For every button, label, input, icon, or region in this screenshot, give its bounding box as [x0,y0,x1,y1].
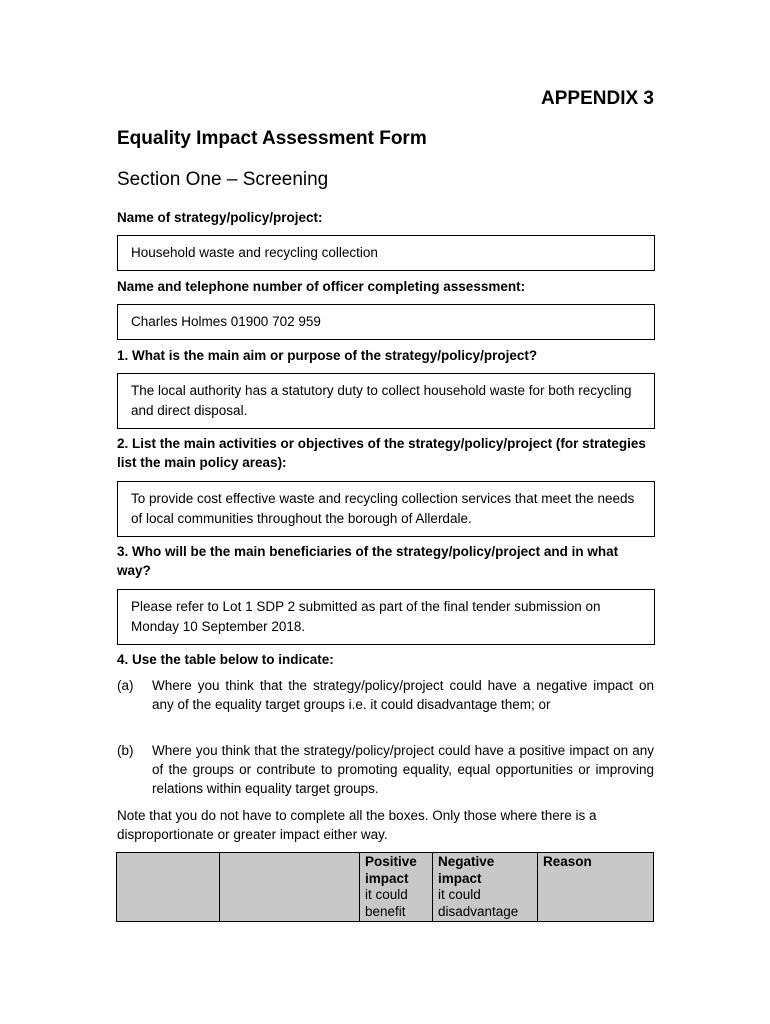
question-3-label: 3. Who will be the main beneficiaries of the strategy/policy/project and in what way? [117,544,619,578]
positive-impact-subtitle: it could benefit [365,887,408,919]
section-heading: Section One – Screening [117,169,329,190]
negative-impact-title: Negative impact [438,854,495,886]
list-item-b [117,741,654,798]
question-2-answer[interactable]: To provide cost effective waste and recycling collection services that meet the needs of local communities throughout the borough of Allerdale. [117,481,655,537]
negative-impact-subtitle: it could disadvantage [438,887,519,919]
question-3-answer[interactable]: Please refer to Lot 1 SDP 2 submitted as part of the final tender submission on Monday 10 September 2018. [117,589,655,645]
officer-label: Name and telephone number of officer completing assessment: [117,279,526,294]
table-cell-col2[interactable] [220,853,360,922]
question-1-answer[interactable]: The local authority has a statutory duty to collect household waste for both recycling and direct disposal. [117,373,655,429]
appendix-label: APPENDIX 3 [541,88,654,109]
table-cell-col1[interactable] [117,853,220,922]
name-label: Name of strategy/policy/project: [117,210,323,225]
question-2-label: 2. List the main activities or objectives of the strategy/policy/project (for strategies list the main policy areas): [117,436,646,470]
list-marker-a: (a) [117,678,134,693]
reason-header [538,853,654,922]
positive-impact-header [360,853,433,922]
officer-field[interactable]: Charles Holmes 01900 702 959 [117,304,655,340]
list-text-b: Where you think that the strategy/policy/project could have a positive impact on any of the groups or contribute to promoting equality, equal opportunities or improving relations within equality target groups. [152,743,654,796]
positive-impact-title: Positive impact [365,854,417,886]
reason-title: Reason [543,854,592,869]
impact-table [116,852,654,922]
name-field[interactable]: Household waste and recycling collection [117,235,655,271]
question-1-label: 1. What is the main aim or purpose of the strategy/policy/project? [117,348,538,363]
question-4-label: 4. Use the table below to indicate: [117,652,334,667]
page-title: Equality Impact Assessment Form [117,128,427,149]
list-item-a [117,676,654,714]
list-marker-b: (b) [117,743,134,758]
negative-impact-header [433,853,538,922]
note-text: Note that you do not have to complete all the boxes. Only those where there is a disproportionate or greater impact either way. [117,808,597,842]
list-text-a: Where you think that the strategy/policy/project could have a negative impact on any of the equality target groups i.e. it could disadvantage them; or [152,678,654,712]
table-header-row [117,853,654,922]
